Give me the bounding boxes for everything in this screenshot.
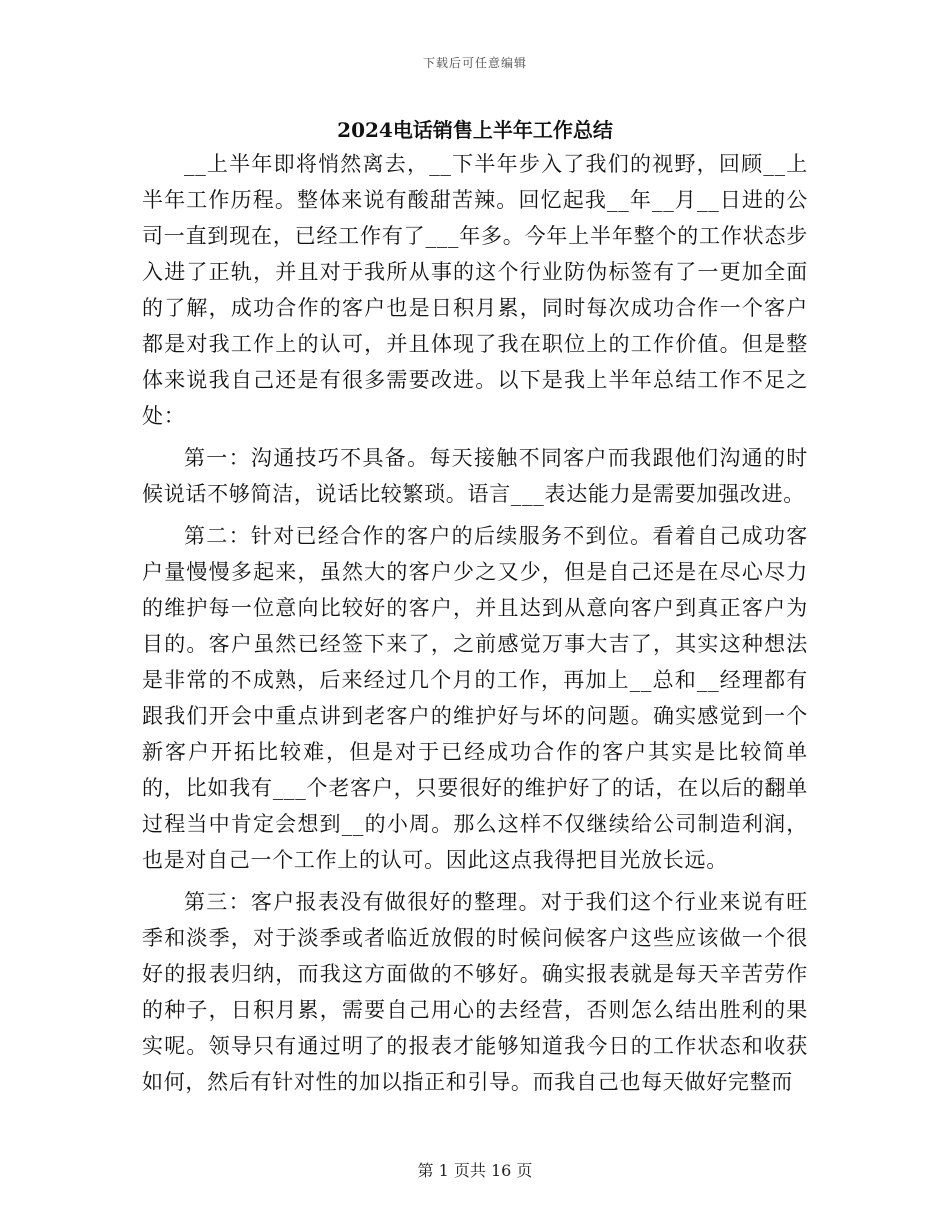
page-number: 第 1 页共 16 页 (417, 1161, 533, 1180)
page-header: 下载后可任意编辑 (422, 56, 527, 70)
paragraph-point-2: 第二：针对已经合作的客户的后续服务不到位。看着自己成功客户量慢慢多起来，虽然大的客户少之又少，但是自己还是在尽心尽力的维护每一位意向比较好的客户，并且达到从意向客户到真正客户为目的。客户虽然已经签下来了，之前感觉万事大吉了，其实这种想法是非常的不成熟，后来经过几个月的工作，再加上__总和__经理都有跟我们开会中重点讲到老客户的维护好与坏的问题。确实感觉到一个新客户开拓比较难，但是对于已经成功合作的客户其实是比较简单的，比如我有___个老客户，只要很好的维护好了的话，在以后的翻单过程当中肯定会想到__的小周。那么这样不仅继续给公司制造利润，也是对自己一个工作上的认可。因此这点我得把目光放长远。 (142, 524, 808, 872)
paragraph-point-1: 第一：沟通技巧不具备。每天接触不同客户而我跟他们沟通的时候说话不够简洁，说话比较繁琐。语言___表达能力是需要加强改进。 (142, 446, 808, 506)
document-title: 2024电话销售上半年工作总结 (337, 118, 613, 142)
document-body (142, 146, 808, 1100)
paragraph-intro: __上半年即将悄然离去，__下半年步入了我们的视野，回顾__上半年工作历程。整体来说有酸甜苦辣。回忆起我__年__月__日进的公司一直到现在，已经工作有了___年多。今年上半年整个的工作状态步入进了正轨，并且对于我所从事的这个行业防伪标签有了一更加全面的了解，成功合作的客户也是日积月累，同时每次成功合作一个客户都是对我工作上的认可，并且体现了我在职位上的工作价值。但是整体来说我自己还是有很多需要改进。以下是我上半年总结工作不足之处： (142, 152, 808, 428)
paragraph-point-3: 第三：客户报表没有做很好的整理。对于我们这个行业来说有旺季和淡季，对于淡季或者临近放假的时候问候客户这些应该做一个很好的报表归纳，而我这方面做的不够好。确实报表就是每天辛苦劳作的种子，日积月累，需要自己用心的去经营，否则怎么结出胜利的果实呢。领导只有通过明了的报表才能够知道我今日的工作状态和收获如何，然后有针对性的加以指正和引导。而我自己也每天做好完整而 (142, 890, 808, 1094)
